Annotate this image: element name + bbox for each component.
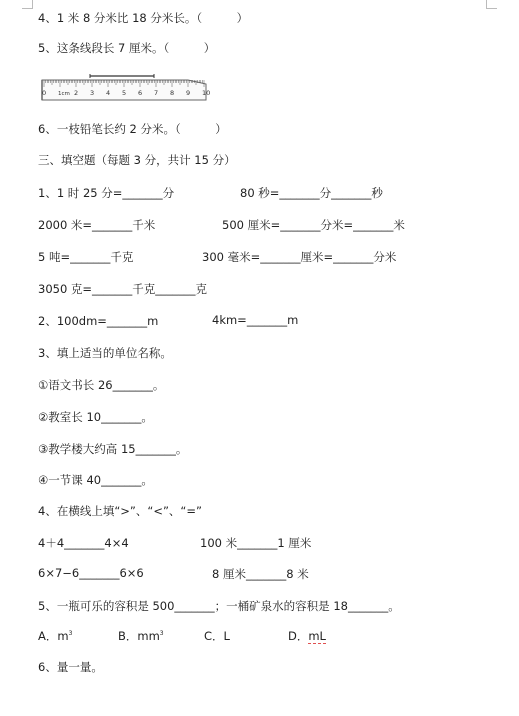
option-d-text: D． (288, 629, 309, 643)
option-a (38, 628, 72, 644)
judge-question-4: 4、1 米 8 分米比 18 分米长。（ ） (38, 11, 249, 25)
ruler-number: 6 (138, 89, 143, 97)
crop-mark-top-left (22, 0, 33, 9)
ruler-number: 7 (154, 89, 159, 97)
fill-5-title: 5、一瓶可乐的容积是 500_______；一桶矿泉水的容积是 18_______。 (38, 599, 400, 613)
ruler-number: 3 (90, 89, 95, 97)
ruler-svg (38, 72, 210, 106)
fill-1-row1-left: 1、1 时 25 分=_______分 (38, 186, 175, 200)
ruler-number: 10 (202, 89, 210, 97)
fill-3-item-1: ①语文书长 26_______。 (38, 378, 165, 392)
fill-1-row4-left: 3050 克=_______千克_______克 (38, 282, 208, 296)
fill-3-item-2: ②教室长 10_______。 (38, 410, 153, 424)
judge-question-5: 5、这条线段长 7 厘米。（ ） (38, 41, 216, 55)
option-a-superscript: 3 (68, 630, 73, 638)
ruler-number: 5 (122, 89, 127, 97)
ruler-figure (38, 72, 210, 106)
fill-1-row2-right: 500 厘米=_______分米=_______米 (222, 218, 405, 232)
fill-3-item-4: ④一节课 40_______。 (38, 473, 153, 487)
fill-2-left: 2、100dm=_______m (38, 314, 159, 328)
fill-4-row1-right: 100 米_______1 厘米 (200, 536, 312, 550)
option-b (118, 628, 164, 644)
fill-1-row3-right: 300 毫米=_______厘米=_______分米 (202, 250, 397, 264)
option-b-superscript: 3 (159, 630, 164, 638)
fill-6-title: 6、量一量。 (38, 660, 103, 674)
fill-4-title: 4、在横线上填“>”、“<”、“=” (38, 504, 202, 518)
ruler-number: 9 (186, 89, 191, 97)
fill-4-row1-left: 4＋4_______4×4 (38, 536, 129, 550)
fill-1-row3-left: 5 吨=_______千克 (38, 250, 134, 264)
ruler-number: 8 (170, 89, 175, 97)
ruler-number: 4 (106, 89, 111, 97)
ruler-number: 0 (42, 89, 47, 97)
fill-2-right: 4km=_______m (212, 313, 299, 327)
crop-mark-top-right (486, 0, 497, 9)
option-d-unit: mL (308, 629, 326, 643)
fill-1-row2-left: 2000 米=_______千米 (38, 218, 156, 232)
ruler-number: 2 (74, 89, 79, 97)
fill-3-title: 3、填上适当的单位名称。 (38, 346, 172, 360)
fill-1-row1-right: 80 秒=_______分_______秒 (240, 186, 383, 200)
section-3-heading: 三、填空题（每题 3 分，共计 15 分） (38, 153, 236, 167)
fill-3-item-3: ③教学楼大约高 15_______。 (38, 442, 188, 456)
judge-question-6: 6、一枝铅笔长约 2 分米。（ ） (38, 122, 227, 136)
fill-4-row2-right: 8 厘米_______8 米 (212, 567, 309, 581)
option-d (288, 628, 326, 644)
option-a-text: A．m (38, 629, 69, 643)
option-b-text: B．mm (118, 629, 160, 643)
option-c: C．L (204, 629, 230, 643)
fill-4-row2-left: 6×7−6_______6×6 (38, 566, 144, 580)
ruler-unit-label: 1cm (58, 91, 70, 97)
